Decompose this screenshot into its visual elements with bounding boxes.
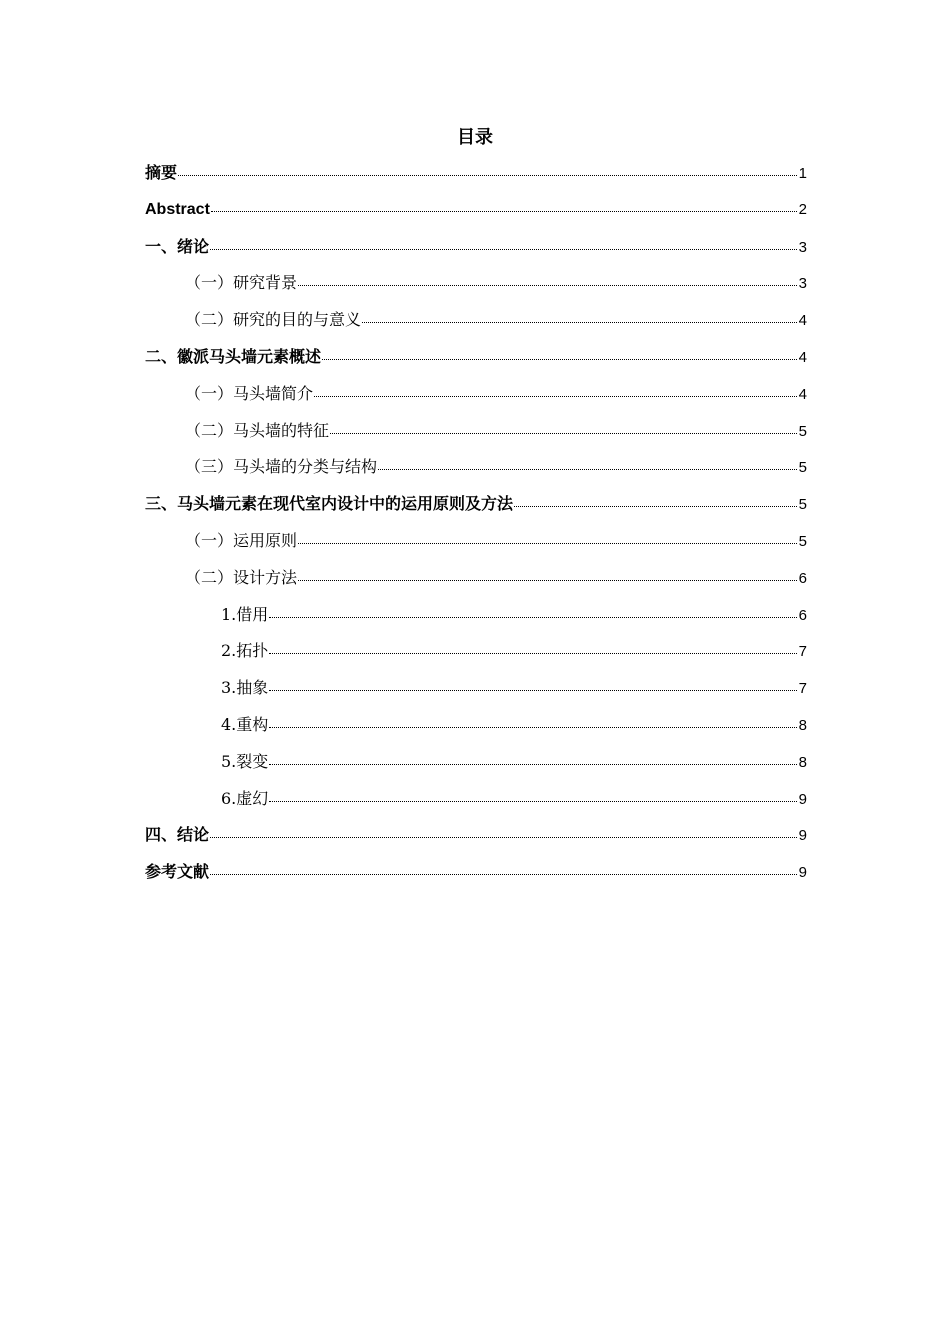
toc-dot-leader bbox=[210, 861, 797, 877]
toc-entry[interactable] bbox=[145, 270, 807, 307]
toc-dot-leader bbox=[362, 309, 797, 325]
toc-entry[interactable] bbox=[145, 602, 807, 639]
toc-page-number: 5 bbox=[798, 422, 807, 440]
toc-dot-leader bbox=[298, 530, 797, 546]
toc-entry[interactable] bbox=[145, 197, 807, 234]
toc-entry[interactable] bbox=[145, 454, 807, 491]
toc-entry-text: （一）研究背景 bbox=[185, 273, 298, 293]
toc-entry[interactable] bbox=[145, 749, 807, 786]
toc-entry[interactable] bbox=[145, 565, 807, 602]
toc-title: 目录 bbox=[457, 127, 493, 148]
toc-page-number: 3 bbox=[798, 275, 807, 293]
toc-page-number: 9 bbox=[798, 827, 807, 845]
toc-dot-leader bbox=[322, 346, 797, 362]
toc-page-number: 3 bbox=[798, 238, 807, 256]
toc-entry[interactable] bbox=[145, 234, 807, 271]
toc-entry[interactable] bbox=[145, 160, 807, 197]
toc-dot-leader bbox=[269, 751, 797, 767]
toc-entry[interactable] bbox=[145, 528, 807, 565]
toc-page-number: 7 bbox=[798, 680, 807, 698]
toc-entry[interactable] bbox=[145, 675, 807, 712]
toc-dot-leader bbox=[269, 714, 797, 730]
toc-entry-text: 四、结论 bbox=[145, 825, 210, 845]
toc-page-number: 8 bbox=[798, 753, 807, 771]
toc-dot-leader bbox=[269, 640, 797, 656]
toc-entry-text: 1.借用 bbox=[221, 604, 269, 624]
toc-dot-leader bbox=[269, 677, 797, 693]
toc-page-number: 5 bbox=[798, 459, 807, 477]
toc-entry-text: （一）运用原则 bbox=[185, 530, 298, 550]
toc-page-number: 4 bbox=[798, 348, 807, 366]
toc-entry-text: （二）设计方法 bbox=[185, 567, 298, 587]
toc-entry-text: 参考文献 bbox=[145, 862, 210, 882]
toc-page-number: 7 bbox=[798, 643, 807, 661]
toc-page-number: 6 bbox=[798, 569, 807, 587]
toc-page-number: 9 bbox=[798, 790, 807, 808]
toc-page-number: 9 bbox=[798, 864, 807, 882]
toc-page-number: 5 bbox=[798, 496, 807, 514]
toc-entry-text: 3.抽象 bbox=[221, 678, 269, 698]
toc-dot-leader bbox=[210, 236, 797, 252]
toc-page-number: 8 bbox=[798, 716, 807, 734]
toc-entry[interactable] bbox=[145, 822, 807, 859]
toc-entry-text: Abstract bbox=[145, 200, 210, 218]
toc-entry-text: 2.拓扑 bbox=[221, 641, 269, 661]
toc-entry[interactable] bbox=[145, 712, 807, 749]
toc-page-number: 2 bbox=[798, 200, 807, 218]
toc-entry[interactable] bbox=[145, 786, 807, 823]
toc-entry[interactable] bbox=[145, 418, 807, 455]
toc-dot-leader bbox=[269, 604, 797, 620]
toc-entry-text: （三）马头墙的分类与结构 bbox=[185, 457, 378, 477]
toc-entry[interactable] bbox=[145, 381, 807, 418]
toc-entry-text: 5.裂变 bbox=[221, 751, 269, 771]
toc-page-number: 6 bbox=[798, 606, 807, 624]
toc-entry-text: 一、绪论 bbox=[145, 236, 210, 256]
toc-entry-text: （二）马头墙的特征 bbox=[185, 420, 330, 440]
toc-list bbox=[145, 160, 807, 896]
toc-entry[interactable] bbox=[145, 859, 807, 896]
toc-entry[interactable] bbox=[145, 638, 807, 675]
toc-dot-leader bbox=[378, 456, 797, 472]
toc-dot-leader bbox=[298, 272, 797, 288]
toc-entry[interactable] bbox=[145, 491, 807, 528]
toc-dot-leader bbox=[298, 567, 797, 583]
toc-entry-text: 4.重构 bbox=[221, 714, 269, 734]
toc-entry-text: 二、徽派马头墙元素概述 bbox=[145, 346, 322, 366]
toc-entry-text: （二）研究的目的与意义 bbox=[185, 310, 362, 330]
toc-page-number: 4 bbox=[798, 385, 807, 403]
toc-dot-leader bbox=[210, 824, 797, 840]
toc-dot-leader bbox=[314, 383, 797, 399]
toc-entry-text: （一）马头墙简介 bbox=[185, 383, 314, 403]
toc-dot-leader bbox=[269, 788, 797, 804]
toc-dot-leader bbox=[178, 162, 797, 178]
toc-dot-leader bbox=[211, 198, 797, 214]
toc-entry-text: 三、马头墙元素在现代室内设计中的运用原则及方法 bbox=[145, 494, 514, 514]
toc-entry-text: 6.虚幻 bbox=[221, 788, 269, 808]
toc-entry[interactable] bbox=[145, 344, 807, 381]
toc-entry[interactable] bbox=[145, 307, 807, 344]
toc-entry-text: 摘要 bbox=[145, 163, 178, 182]
toc-page-number: 5 bbox=[798, 532, 807, 550]
toc-dot-leader bbox=[514, 493, 797, 509]
toc-page-number: 1 bbox=[798, 165, 807, 182]
toc-dot-leader bbox=[330, 420, 797, 436]
toc-page-number: 4 bbox=[798, 312, 807, 330]
